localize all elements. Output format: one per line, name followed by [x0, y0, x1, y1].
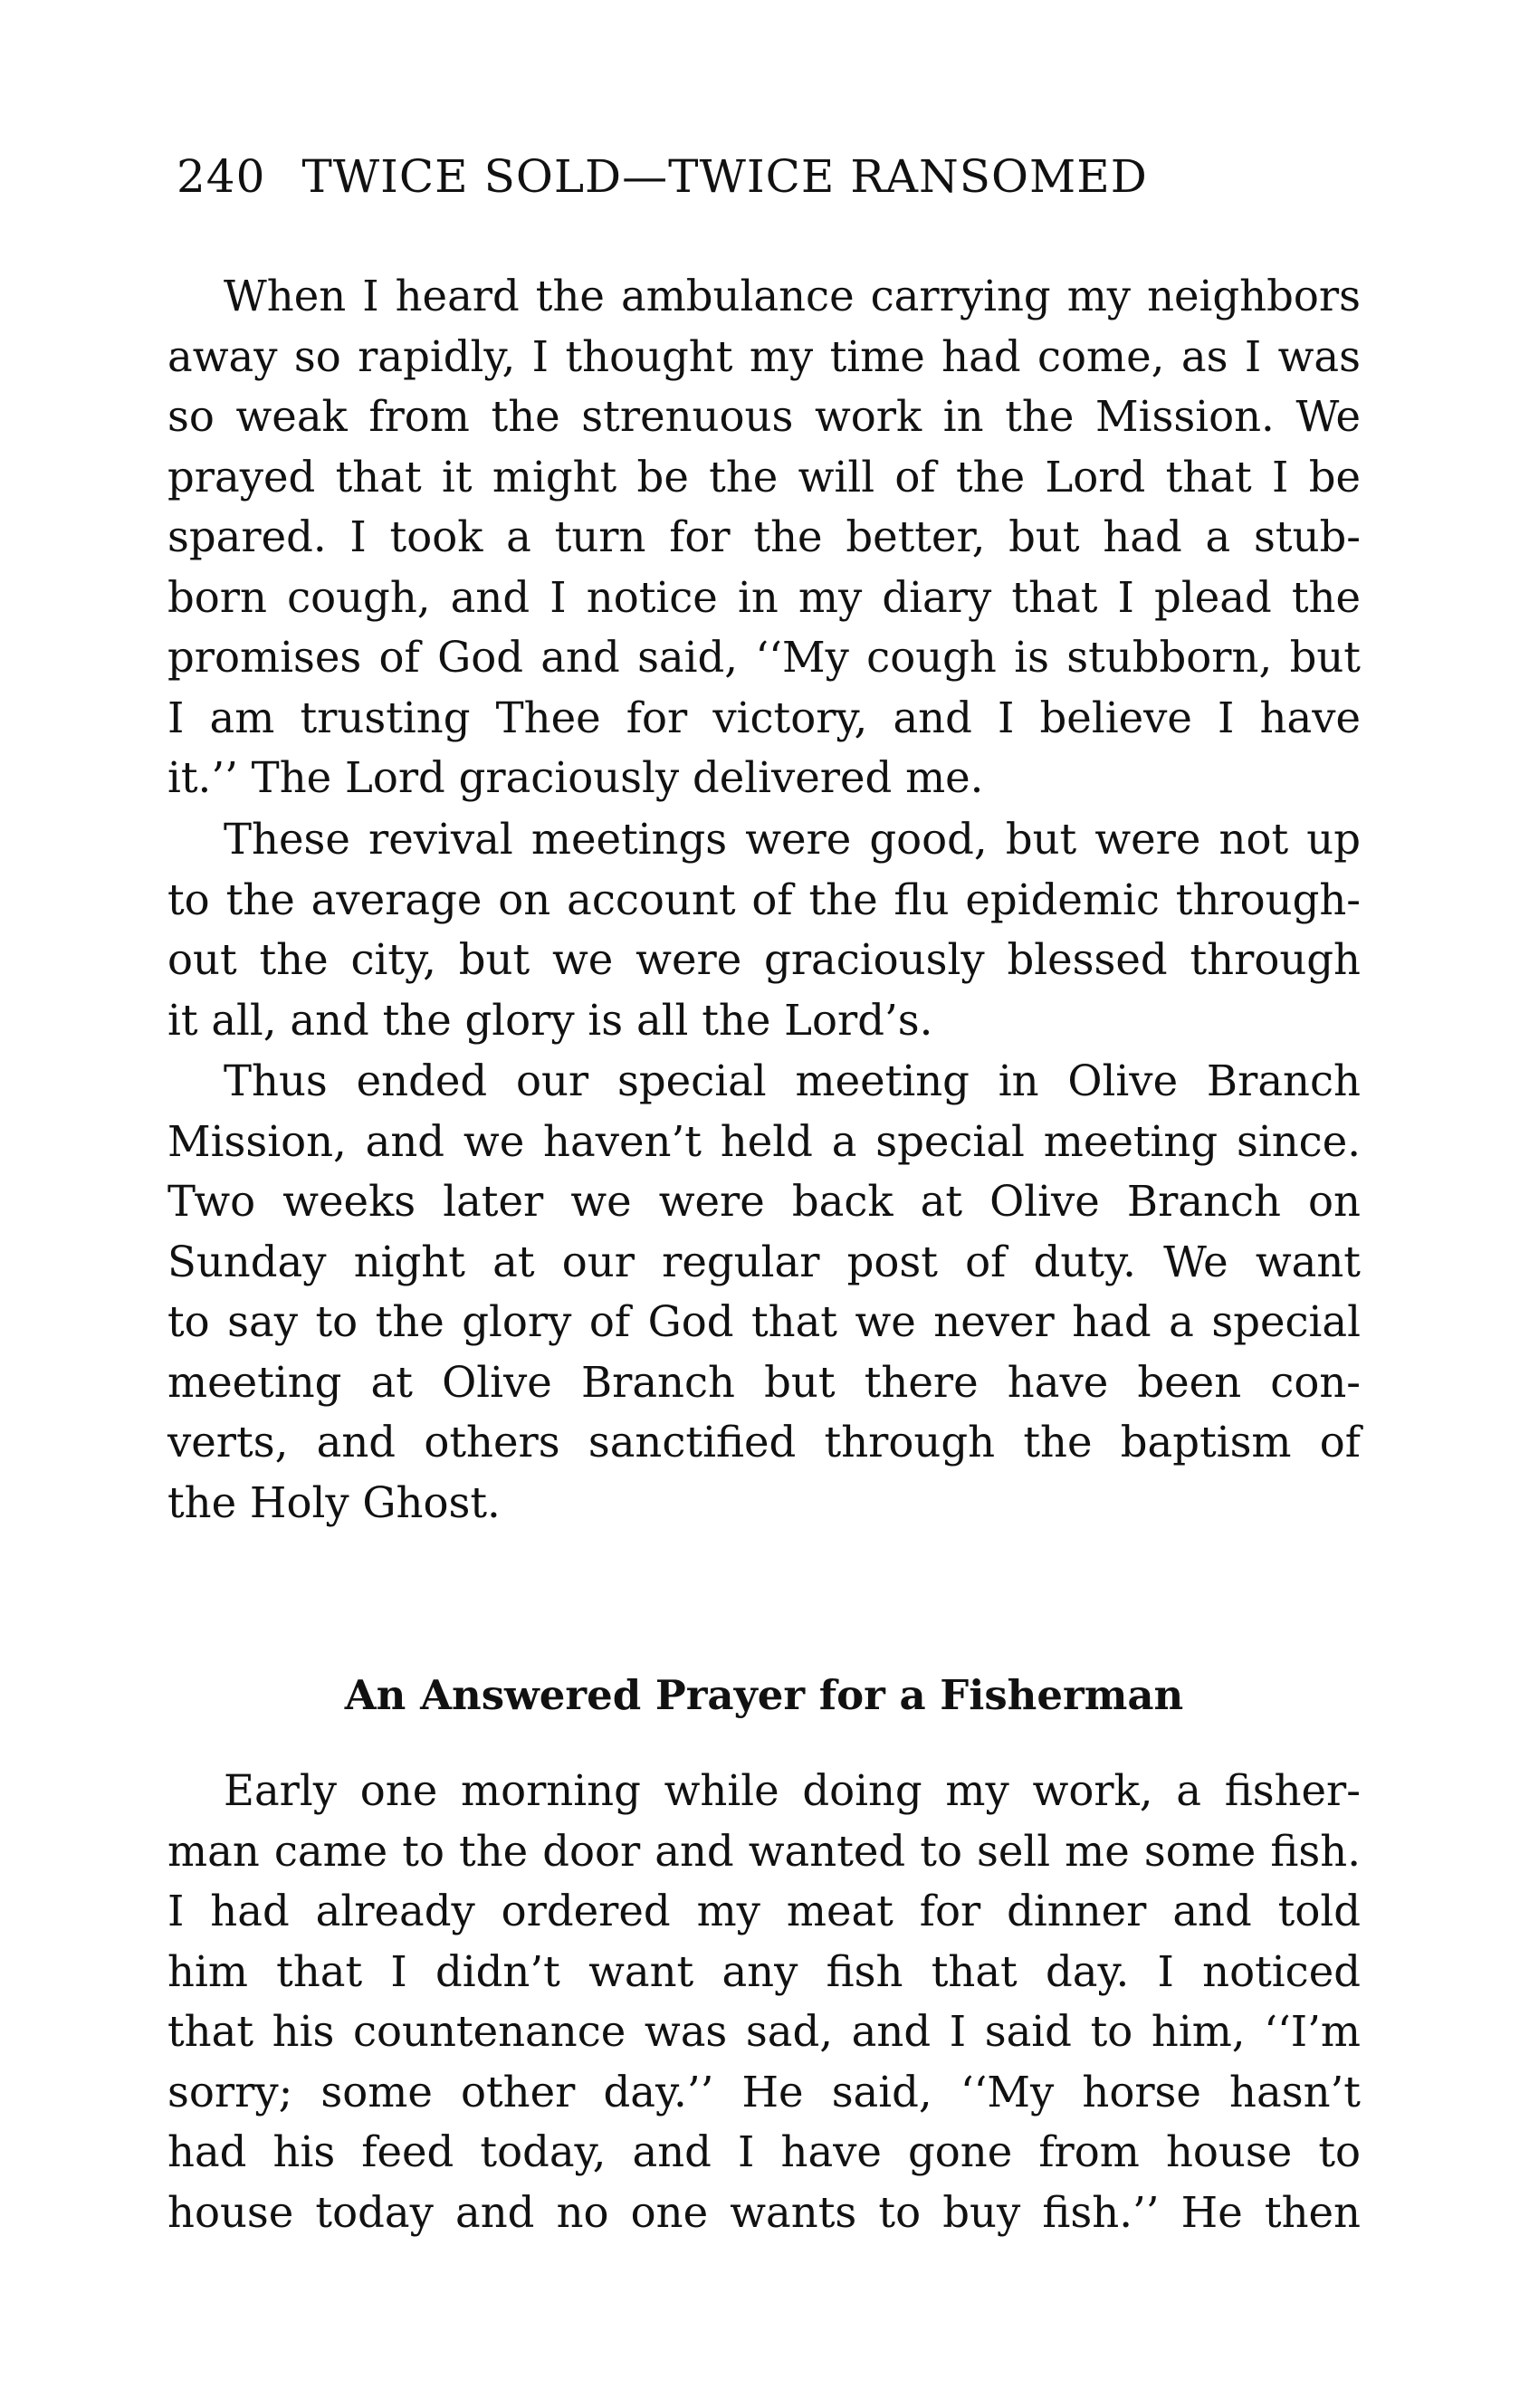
paragraph-olive-branch	[167, 1051, 1361, 1533]
text-line: to the average on account of the flu epidemic through-	[167, 874, 1361, 924]
text-line: it all, and the glory is all the Lord’s.	[167, 995, 933, 1045]
running-title: TWICE SOLD—TWICE RANSOMED	[301, 150, 1148, 203]
text-line: it.’’ The Lord graciously delivered me.	[167, 753, 984, 802]
text-line: meeting at Olive Branch but there have been con-	[167, 1357, 1361, 1407]
text-line: that his countenance was sad, and I said to him, ‘‘I’m	[167, 2007, 1361, 2056]
paragraph-ambulance	[167, 266, 1361, 808]
page-number: 240	[177, 150, 266, 203]
text-line: Early one morning while doing my work, a fisher-	[224, 1766, 1361, 1815]
text-line: Thus ended our special meeting in Olive Branch	[224, 1056, 1361, 1105]
paragraph-fisherman	[167, 1761, 1361, 2242]
text-line: I am trusting Thee for victory, and I believe I have	[167, 693, 1361, 742]
text-line: Mission, and we haven’t held a special meeting since.	[167, 1116, 1361, 1166]
text-line: him that I didn’t want any fish that day. I noticed	[167, 1946, 1361, 1996]
running-head	[177, 143, 1371, 210]
text-line: These revival meetings were good, but were not up	[224, 815, 1361, 864]
text-line: man came to the door and wanted to sell me some fish.	[167, 1826, 1361, 1876]
text-line: I had already ordered my meat for dinner and told	[167, 1887, 1361, 1935]
text-line: so weak from the strenuous work in the Mission. We	[167, 392, 1361, 441]
text-line: to say to the glory of God that we never had a special	[167, 1297, 1361, 1346]
text-line: had his feed today, and I have gone from house to	[167, 2127, 1361, 2176]
text-line: promises of God and said, ‘‘My cough is stubborn, but	[167, 633, 1361, 682]
text-line: spared. I took a turn for the better, but had a stub-	[167, 512, 1361, 561]
text-line: the Holy Ghost.	[167, 1477, 501, 1527]
text-line: out the city, but we were graciously blessed through	[167, 935, 1361, 984]
text-line: born cough, and I notice in my diary that I plead the	[167, 572, 1361, 622]
text-line: verts, and others sanctified through the baptism of	[167, 1418, 1361, 1467]
text-line: sorry; some other day.’’ He said, ‘‘My horse hasn’t	[167, 2067, 1361, 2117]
text-line: Two weeks later we were back at Olive Branch on	[167, 1177, 1361, 1226]
paragraph-revival-meetings	[167, 809, 1361, 1050]
text-line: prayed that it might be the will of the Lord that I be	[167, 452, 1361, 502]
text-line: Sunday night at our regular post of duty. We want	[167, 1237, 1361, 1286]
text-line: house today and no one wants to buy fish.’’ He then	[167, 2187, 1361, 2237]
text-line: away so rapidly, I thought my time had come, as I was	[167, 331, 1361, 381]
section-heading: An Answered Prayer for a Fisherman	[344, 1671, 1184, 1719]
text-line: When I heard the ambulance carrying my neighbors	[224, 272, 1361, 320]
